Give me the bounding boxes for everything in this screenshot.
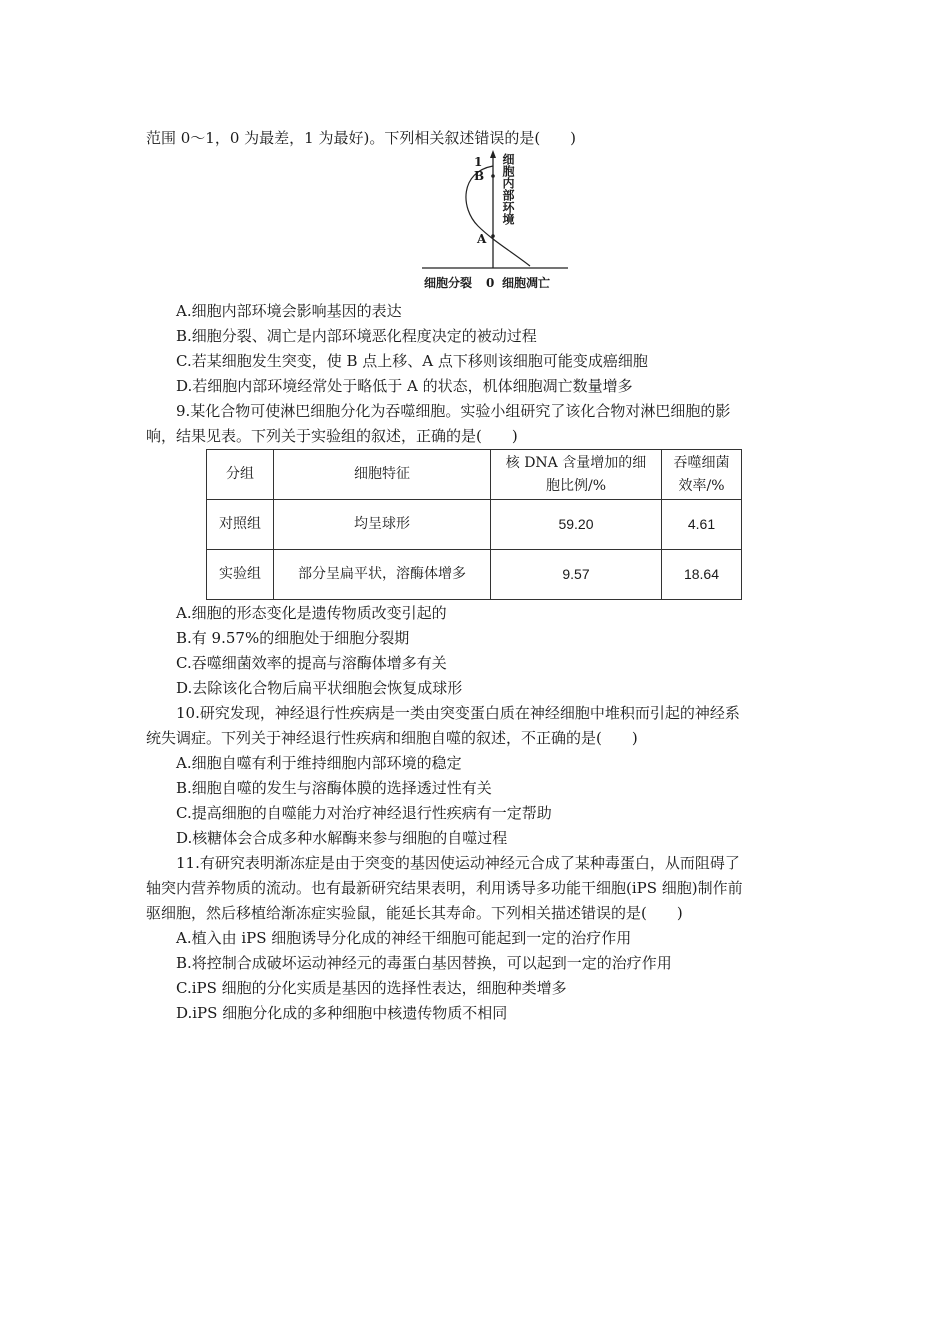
q8-option-b: B.细胞分裂、凋亡是内部环境恶化程度决定的被动过程	[176, 327, 537, 345]
header-group: 分组	[207, 450, 274, 500]
cell-group: 对照组	[207, 500, 274, 550]
cell-group: 实验组	[207, 550, 274, 600]
q11-option-c: C.iPS 细胞的分化实质是基因的选择性表达，细胞种类增多	[176, 979, 567, 997]
q8-option-a: A.细胞内部环境会影响基因的表达	[176, 302, 402, 320]
y-axis-label: 细胞内部环境	[501, 153, 515, 225]
q8-option-c: C.若某细胞发生突变，使 B 点上移、A 点下移则该细胞可能变成癌细胞	[176, 352, 648, 370]
q9-option-a: A.细胞的形态变化是遗传物质改变引起的	[176, 604, 447, 622]
point-a-label: A	[477, 232, 487, 246]
x-zero-label: 0	[486, 276, 495, 290]
cell-dna-ratio: 59.20	[491, 500, 662, 550]
table-header-row	[207, 450, 742, 500]
x-right-label: 细胞凋亡	[502, 276, 551, 290]
point-b-dot	[491, 174, 495, 178]
point-a-dot	[491, 234, 495, 238]
q10-option-c: C.提高细胞的自噬能力对治疗神经退行性疾病有一定帮助	[176, 804, 552, 822]
q8-stem-tail: 范围 0～1，0 为最差，1 为最好)。下列相关叙述错误的是( )	[146, 129, 577, 147]
point-b-label: B	[474, 169, 485, 183]
cell-feature: 均呈球形	[274, 500, 491, 550]
q11-stem-line-1: 11.有研究表明渐冻症是由于突变的基因使运动神经元合成了某种毒蛋白，从而阻碍了	[176, 854, 740, 872]
header-phagocytosis: 吞噬细菌效率/%	[662, 450, 742, 500]
figure-drawing	[420, 148, 570, 296]
cell-dna-ratio: 9.57	[491, 550, 662, 600]
q9-stem-line-1: 9.某化合物可使淋巴细胞分化为吞噬细胞。实验小组研究了该化合物对淋巴细胞的影	[176, 402, 731, 420]
q10-option-d: D.核糖体会合成多种水解酶来参与细胞的自噬过程	[176, 829, 508, 847]
q9-option-c: C.吞噬细菌效率的提高与溶酶体增多有关	[176, 654, 447, 672]
q11-option-d: D.iPS 细胞分化成的多种细胞中核遗传物质不相同	[176, 1004, 508, 1022]
q11-stem-line-3: 驱细胞，然后移植给渐冻症实验鼠，能延长其寿命。下列相关描述错误的是( )	[146, 904, 683, 922]
table-row	[207, 550, 742, 600]
q8-option-d: D.若细胞内部环境经常处于略低于 A 的状态，机体细胞凋亡数量增多	[176, 377, 633, 395]
q9-stem-line-2: 响，结果见表。下列关于实验组的叙述，正确的是( )	[146, 427, 518, 445]
table-row	[207, 500, 742, 550]
results-table	[206, 449, 742, 600]
y-axis-arrow	[490, 150, 496, 158]
x-left-label: 细胞分裂	[424, 276, 473, 290]
q11-option-a: A.植入由 iPS 细胞诱导分化成的神经干细胞可能起到一定的治疗作用	[176, 929, 632, 947]
tick-1-label: 1	[474, 155, 483, 169]
q9-option-b: B.有 9.57%的细胞处于细胞分裂期	[176, 629, 410, 647]
q9-option-d: D.去除该化合物后扁平状细胞会恢复成球形	[176, 679, 463, 697]
header-feature: 细胞特征	[274, 450, 491, 500]
cell-phagocytosis: 4.61	[662, 500, 742, 550]
q10-stem-line-1: 10.研究发现，神经退行性疾病是一类由突变蛋白质在神经细胞中堆积而引起的神经系	[176, 704, 740, 722]
q11-stem-line-2: 轴突内营养物质的流动。也有最新研究结果表明，利用诱导多功能干细胞(iPS 细胞)制作前	[146, 879, 743, 897]
cell-feature: 部分呈扁平状，溶酶体增多	[274, 550, 491, 600]
cell-phagocytosis: 18.64	[662, 550, 742, 600]
header-dna-ratio: 核 DNA 含量增加的细胞比例/%	[491, 450, 662, 500]
q10-option-a: A.细胞自噬有利于维持细胞内部环境的稳定	[176, 754, 462, 772]
internal-environment-figure	[420, 148, 570, 296]
q11-option-b: B.将控制合成破坏运动神经元的毒蛋白基因替换，可以起到一定的治疗作用	[176, 954, 672, 972]
q10-option-b: B.细胞自噬的发生与溶酶体膜的选择透过性有关	[176, 779, 492, 797]
q10-stem-line-2: 统失调症。下列关于神经退行性疾病和细胞自噬的叙述，不正确的是( )	[146, 729, 638, 747]
